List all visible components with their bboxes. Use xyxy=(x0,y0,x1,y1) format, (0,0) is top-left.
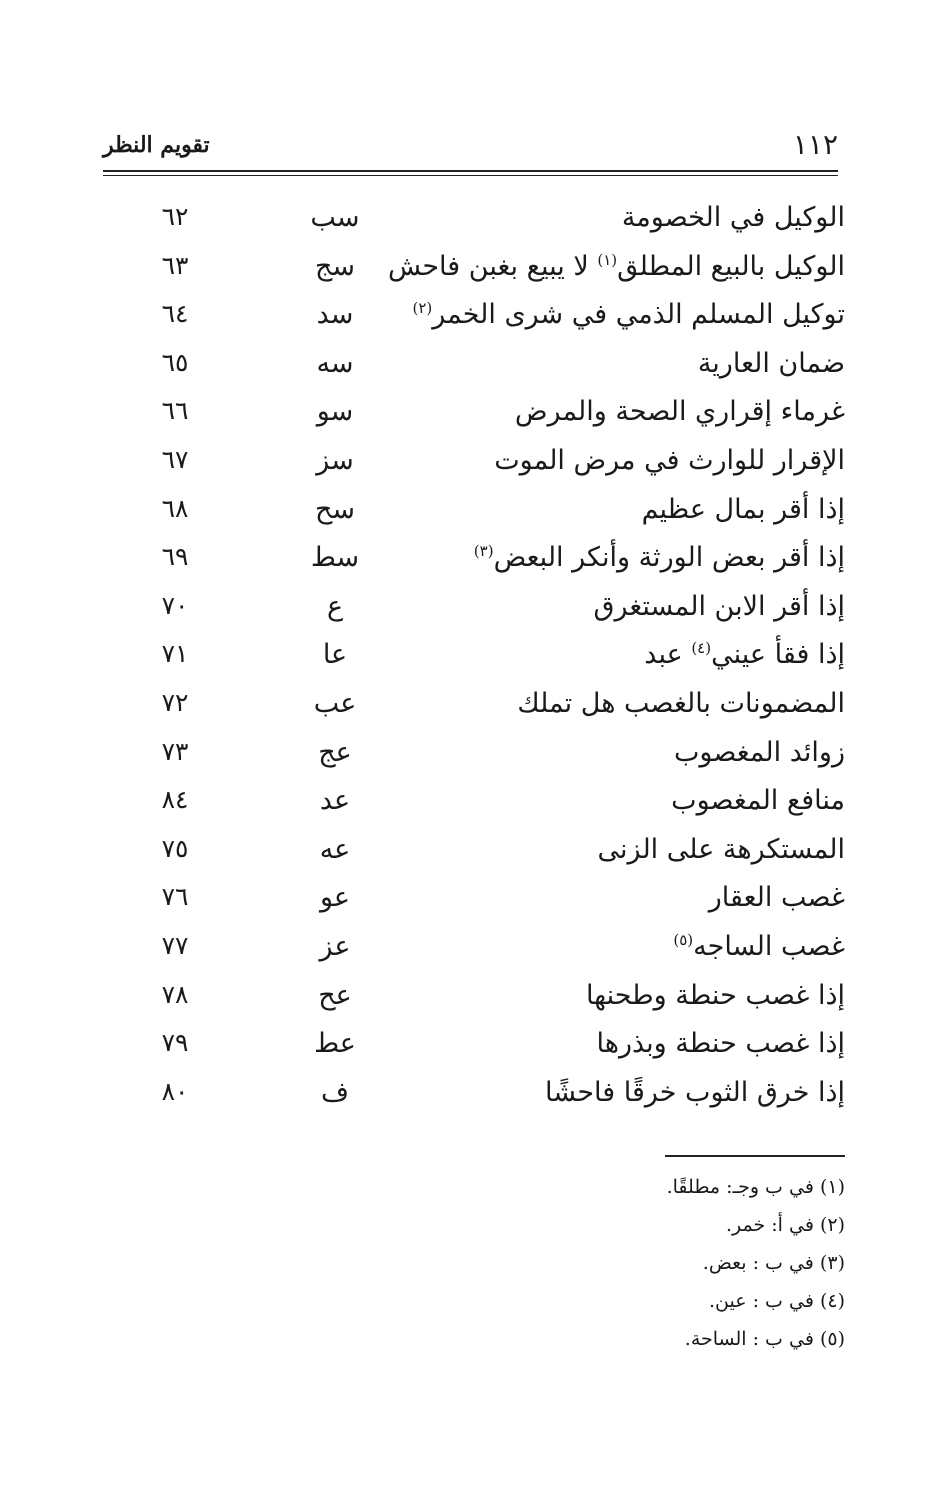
entry-number: ٦٤ xyxy=(161,299,189,329)
index-entry xyxy=(150,439,845,488)
entry-title: زوائد المغصوب xyxy=(674,736,845,768)
entry-number: ٦٣ xyxy=(161,250,189,280)
entry-number: ٦٧ xyxy=(161,444,189,474)
index-entry xyxy=(150,731,845,780)
index-entry xyxy=(150,682,845,731)
entry-title: إذا أقر الابن المستغرق xyxy=(593,590,845,622)
entry-title: إذا غصب حنطة وبذرها xyxy=(596,1028,845,1060)
entry-title: المضمونات بالغصب هل تملك xyxy=(517,687,845,719)
footnote-marker: (٣) xyxy=(473,542,494,561)
footnote: (٤) في ب : عين. xyxy=(709,1290,845,1312)
index-list xyxy=(150,196,845,1119)
entry-number: ٧٢ xyxy=(161,687,189,717)
entry-title: إذا غصب حنطة وطحنها xyxy=(585,979,845,1011)
entry-abjad-letters: عج xyxy=(318,736,352,768)
entry-abjad-letters: عا xyxy=(322,639,348,671)
entry-number: ٦٩ xyxy=(161,542,189,572)
index-entry xyxy=(150,1022,845,1071)
entry-number: ٦٨ xyxy=(161,493,189,523)
header-rule xyxy=(103,170,838,172)
entry-title: ضمان العارية xyxy=(697,347,845,379)
index-entry xyxy=(150,779,845,828)
entry-abjad-letters: عد xyxy=(319,785,351,817)
index-entry xyxy=(150,828,845,877)
entry-number: ٧٥ xyxy=(161,833,189,863)
index-entry xyxy=(150,633,845,682)
entry-abjad-letters: سط xyxy=(310,542,360,574)
index-entry xyxy=(150,974,845,1023)
entry-number: ٧٦ xyxy=(161,882,189,912)
index-entry xyxy=(150,245,845,294)
entry-number: ٧١ xyxy=(161,639,189,669)
footnotes xyxy=(445,1172,845,1362)
index-entry xyxy=(150,876,845,925)
footnote: (٣) في ب : بعض. xyxy=(702,1252,845,1274)
entry-number: ٧٧ xyxy=(161,930,189,960)
entry-title: الوكيل بالبيع المطلق$^{(١)}$ لا يبيع بغبن فاحش xyxy=(387,250,845,282)
entry-title: غصب الساجه$^{(٥)}$ xyxy=(673,930,845,962)
entry-number: ٦٦ xyxy=(161,396,189,426)
index-entry xyxy=(150,585,845,634)
entry-abjad-letters: سز xyxy=(316,444,354,476)
entry-abjad-letters: عه xyxy=(319,833,351,865)
entry-abjad-letters: سب xyxy=(310,202,360,233)
footnote: (٢) في أ: خمر. xyxy=(725,1214,845,1236)
entry-abjad-letters: عو xyxy=(319,882,351,914)
entry-abjad-letters: ع xyxy=(326,590,344,622)
entry-abjad-letters: ف xyxy=(321,1076,349,1108)
index-entry xyxy=(150,488,845,537)
entry-number: ٨٠ xyxy=(161,1076,189,1106)
entry-number: ٦٥ xyxy=(161,347,189,377)
index-entry xyxy=(150,536,845,585)
entry-abjad-letters: سح xyxy=(314,493,356,525)
footnote-marker: (٤) xyxy=(691,639,712,658)
entry-title: الوكيل في الخصومة xyxy=(621,202,845,233)
footnote-marker: (٢) xyxy=(412,299,433,318)
entry-number: ٧٩ xyxy=(161,1028,189,1058)
footnote-separator xyxy=(665,1155,845,1157)
entry-number: ٧٨ xyxy=(161,979,189,1009)
entry-number: ٦٢ xyxy=(161,202,189,231)
entry-title: إذا أقر بعض الورثة وأنكر البعض$^{(٣)}$ xyxy=(473,542,845,574)
index-entry xyxy=(150,390,845,439)
index-entry xyxy=(150,196,845,245)
entry-title: غرماء إقراري الصحة والمرض xyxy=(514,396,845,428)
entry-title: الإقرار للوارث في مرض الموت xyxy=(494,444,845,476)
entry-title: المستكرهة على الزنى xyxy=(597,833,845,865)
footnote-marker: (١) xyxy=(597,250,618,269)
entry-title: منافع المغصوب xyxy=(671,785,845,817)
entry-title: إذا خرق الثوب خرقًا فاحشًا xyxy=(545,1076,845,1108)
index-entry xyxy=(150,1071,845,1120)
entry-title: توكيل المسلم الذمي في شرى الخمر$^{(٢)}$ xyxy=(412,299,845,331)
footnote-marker: (٥) xyxy=(673,930,694,949)
header-rule-thin xyxy=(103,175,838,176)
entry-abjad-letters: سه xyxy=(316,347,354,379)
entry-number: ٨٤ xyxy=(161,785,189,815)
running-title: تقويم النظر xyxy=(103,132,210,158)
page-header xyxy=(103,128,838,168)
footnote: (٥) في ب : الساحة. xyxy=(684,1328,845,1350)
footnote: (١) في ب وجـ: مطلقًا. xyxy=(666,1176,845,1198)
entry-abjad-letters: سج xyxy=(314,250,356,282)
index-entry xyxy=(150,925,845,974)
entry-number: ٧٣ xyxy=(161,736,189,766)
entry-abjad-letters: عح xyxy=(318,979,352,1011)
entry-abjad-letters: عط xyxy=(314,1028,356,1060)
entry-abjad-letters: عز xyxy=(319,930,351,962)
entry-abjad-letters: سد xyxy=(316,299,354,331)
entry-title: غصب العقار xyxy=(708,882,845,914)
page-number: ١١٢ xyxy=(792,128,838,161)
entry-title: إذا أقر بمال عظيم xyxy=(641,493,845,525)
entry-abjad-letters: عب xyxy=(313,687,357,719)
index-entry xyxy=(150,342,845,391)
index-entry xyxy=(150,293,845,342)
entry-title: إذا فقأ عيني$^{(٤)}$ عبد xyxy=(644,639,845,671)
entry-abjad-letters: سو xyxy=(316,396,354,428)
entry-number: ٧٠ xyxy=(161,590,189,620)
